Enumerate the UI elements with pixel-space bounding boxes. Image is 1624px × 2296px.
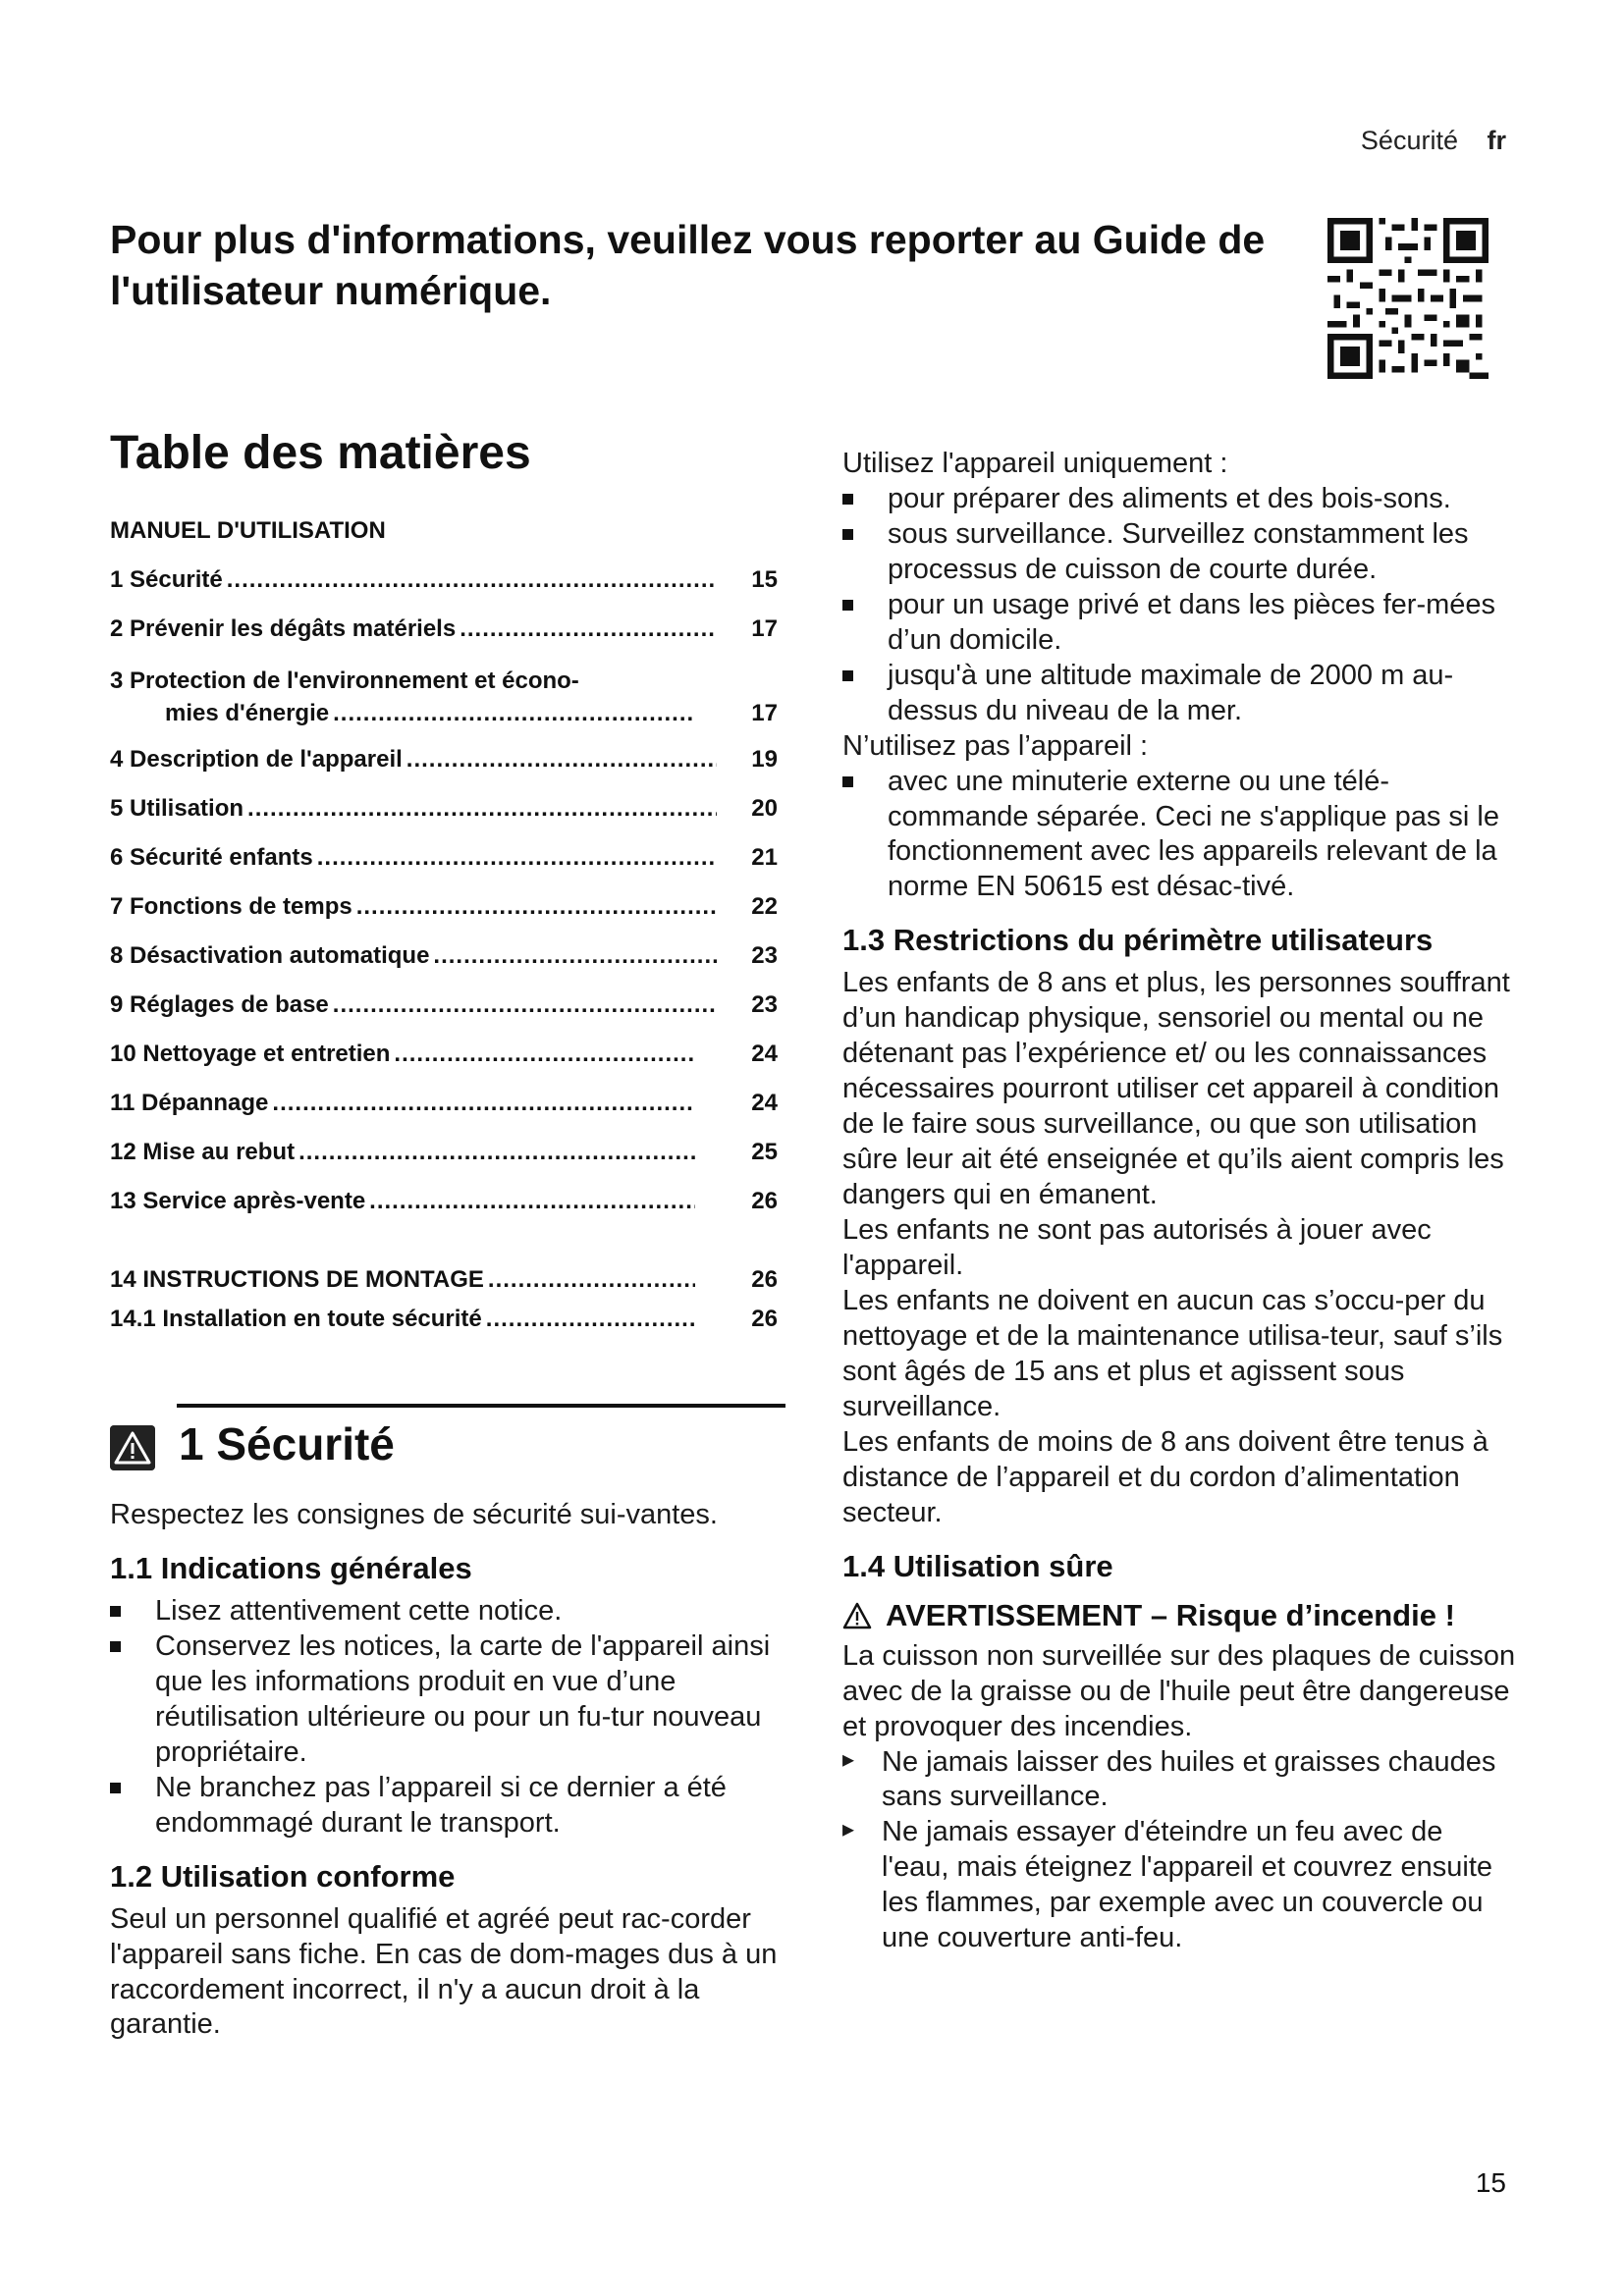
- use-only-list: [842, 482, 1516, 729]
- list-item: Lisez attentivement cette notice.: [110, 1594, 778, 1629]
- toc-item[interactable]: 3 Protection de l'environnement et écono- mies d'énergie ..... 17: [110, 665, 778, 730]
- header-section: Sécurité: [1360, 126, 1458, 155]
- toc-item[interactable]: 14.1 Installation en toute sécurité ..... 26: [110, 1306, 778, 1345]
- paragraph: Les enfants ne sont pas autorisés à jouer avec l'appareil.: [842, 1214, 1432, 1282]
- warning-heading: [842, 1598, 1516, 1633]
- toc-item[interactable]: 14 INSTRUCTIONS DE MONTAGE ..... 26: [110, 1266, 778, 1306]
- subsection-title: 1.3 Restrictions du périmètre utilisateurs: [842, 923, 1434, 958]
- list-item: pour préparer des aliments et des bois-sons.: [842, 482, 1516, 517]
- list-item: jusqu'à une altitude maximale de 2000 m au-dessus du niveau de la mer.: [842, 659, 1516, 729]
- list-item: ▸ Ne jamais essayer d'éteindre un feu avec de l'eau, mais éteignez l'appareil et couvrez ensuite les flammes, par exemple avec un couvercle ou une couverture anti-feu.: [842, 1815, 1516, 1956]
- running-header: [1361, 126, 1506, 156]
- toc-section-label: MANUEL D'UTILISATION: [110, 516, 386, 544]
- do-not-use-list: [842, 765, 1516, 906]
- table-of-contents: [110, 566, 778, 1345]
- toc-item[interactable]: 1 Sécurité ..... 15: [110, 566, 778, 615]
- list-item: ▸ Ne jamais laisser des huiles et graisses chaudes sans surveillance.: [842, 1745, 1516, 1816]
- toc-item[interactable]: 6 Sécurité enfants ..... 21: [110, 844, 778, 893]
- intended-use-text: Seul un personnel qualifié et agréé peut rac-corder l'appareil sans fiche. En cas de dom-mages dus à un raccordement incorrect, il n'y a aucun droit à la garantie.: [110, 1902, 778, 2041]
- list-item: avec une minuterie externe ou une télé-commande séparée. Ceci ne s'applique pas si le fonctionnement avec les appareils relevant de la norme EN 50615 est désac-tivé.: [842, 765, 1516, 906]
- toc-item[interactable]: 9 Réglages de base ..... 23: [110, 991, 778, 1041]
- toc-item[interactable]: 13 Service après-vente ..... 26: [110, 1188, 778, 1237]
- toc-item[interactable]: 4 Description de l'appareil ..... 19: [110, 746, 778, 795]
- safety-intro: Respectez les consignes de sécurité sui-vantes.: [110, 1498, 718, 1530]
- qr-code-icon: [1327, 218, 1489, 379]
- page-number: 15: [1475, 2167, 1506, 2198]
- list-item: Ne branchez pas l’appareil si ce dernier a été endommagé durant le transport.: [110, 1771, 778, 1842]
- paragraph: Les enfants de moins de 8 ans doivent être tenus à distance de l’appareil et du cordon d’alimentation secteur.: [842, 1425, 1489, 1528]
- toc-item[interactable]: 2 Prévenir les dégâts matériels ..... 17: [110, 615, 778, 665]
- subsection-title: 1.1 Indications générales: [110, 1550, 472, 1585]
- do-not-use-label: N’utilisez pas l’appareil :: [842, 729, 1149, 762]
- subsection-title: 1.2 Utilisation conforme: [110, 1858, 456, 1894]
- toc-item[interactable]: 10 Nettoyage et entretien ..... 24: [110, 1041, 778, 1090]
- warning-title: AVERTISSEMENT – Risque d’incendie !: [886, 1597, 1455, 1632]
- toc-item[interactable]: 7 Fonctions de temps ..... 22: [110, 893, 778, 942]
- section-heading: [110, 1404, 778, 1472]
- warning-actions-list: [842, 1745, 1516, 1957]
- warning-text: La cuisson non surveillée sur des plaques de cuisson avec de la graisse ou de l'huile peut être dangereuse et provoquer des incendies.: [842, 1639, 1516, 1742]
- intro-heading: Pour plus d'informations, veuillez vous reporter au Guide de l'utilisateur numérique.: [110, 217, 1266, 314]
- warning-triangle-icon: [842, 1602, 872, 1629]
- toc-item[interactable]: 12 Mise au rebut ..... 25: [110, 1139, 778, 1188]
- toc-item[interactable]: 11 Dépannage ..... 24: [110, 1090, 778, 1139]
- section-title: 1 Sécurité: [179, 1417, 395, 1469]
- paragraph: Les enfants de 8 ans et plus, les personnes souffrant d’un handicap physique, sensoriel ou mental ou ne détenant pas l’expérience et/ ou les connaissances nécessaires pourront utiliser cet appareil à condition de le faire sous surveillance, ou que son utilisation sûre leur ait été enseignée et qu’ils aient compris les dangers qui en émanent.: [842, 967, 1510, 1211]
- subsection-title: 1.4 Utilisation sûre: [842, 1548, 1113, 1583]
- header-language: fr: [1487, 126, 1506, 155]
- paragraph: Les enfants ne doivent en aucun cas s’occu-per du nettoyage et de la maintenance utilisa-teur, sauf s’ils sont âgés de 15 ans et plus et agissent sous surveillance.: [842, 1284, 1503, 1422]
- toc-item[interactable]: 5 Utilisation ..... 20: [110, 795, 778, 844]
- general-indications-list: [110, 1594, 778, 1842]
- list-item: sous surveillance. Surveillez constamment les processus de cuisson de courte durée.: [842, 517, 1516, 588]
- warning-icon: [110, 1425, 155, 1470]
- toc-title: Table des matières: [110, 427, 531, 479]
- left-column: [110, 428, 778, 2043]
- list-item: Conservez les notices, la carte de l'appareil ainsi que les informations produit en vue d’une réutilisation ultérieure ou pour un fu-tur nouveau propriétaire.: [110, 1629, 778, 1771]
- section-rule: [177, 1404, 785, 1408]
- list-item: pour un usage privé et dans les pièces fer-mées d’un domicile.: [842, 588, 1516, 659]
- right-column: [842, 447, 1516, 1956]
- toc-item[interactable]: 8 Désactivation automatique ..... 23: [110, 942, 778, 991]
- use-only-label: Utilisez l'appareil uniquement :: [842, 448, 1228, 479]
